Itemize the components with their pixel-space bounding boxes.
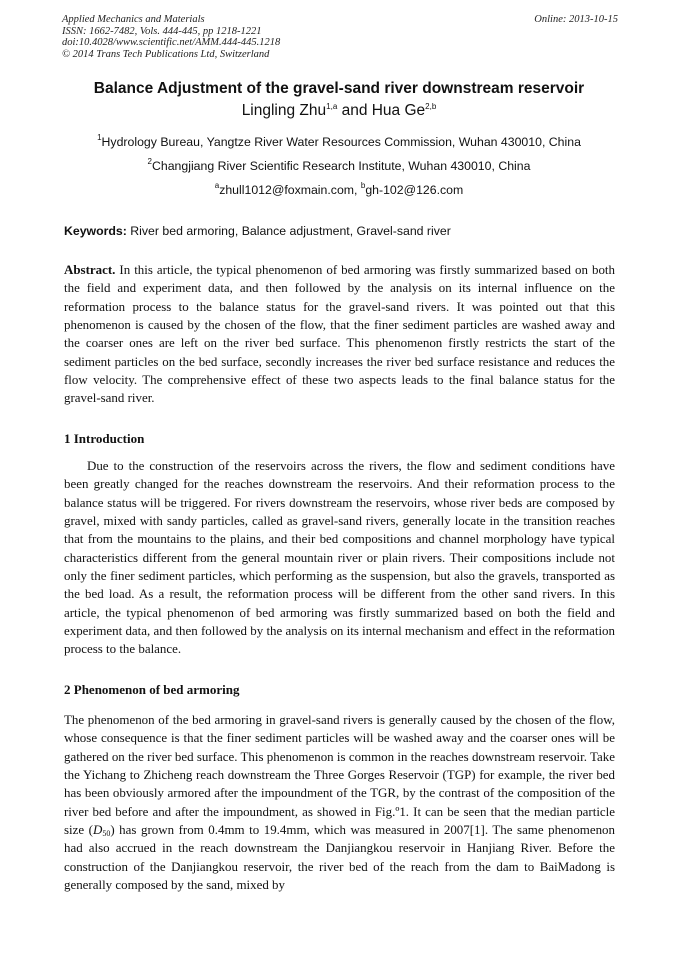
section-2-heading: 2 Phenomenon of bed armoring bbox=[64, 682, 240, 697]
issn-line: ISSN: 1662-7482, Vols. 444-445, pp 1218-1221 bbox=[62, 25, 262, 37]
keywords-label: Keywords: bbox=[64, 224, 127, 238]
copyright-line: © 2014 Trans Tech Publications Ltd, Switzerland bbox=[62, 48, 270, 60]
section-2-text-part-1: The phenomenon of the bed armoring in gravel-sand rivers is generally caused by the chosen of the flow, whose consequence is that the finer sediment particles will be washed away and the coarser ones will be gathered on the river bed surface. This phenomenon is common in the reaches downstream reservoir. Take the Yichang to Zhicheng reach downstream the Three Gorges Reservoir (TGP) for example, the river bed has been obviously armored after the impoundment of the TGR, by the contrast of the composition of the river bed before and after the impoundment, as showed in Fig.º1. It can be seen that the median particle size ( bbox=[64, 712, 615, 838]
author-2-sup: 2,b bbox=[425, 102, 437, 111]
affiliation-1-text: Hydrology Bureau, Yangtze River Water Resources Commission, Wuhan 430010, China bbox=[101, 135, 581, 149]
section-1-text: Due to the construction of the reservoirs across the rivers, the flow and sediment conditions have been greatly changed for the reaches downstream the reservoirs. And their reformation process to the balance status will be triggered. For rivers downstream the reservoirs, whose river beds are composed by gravel, mixed with sandy particles, called as gravel-sand rivers, generally locate in the transition reaches that from the mountains to the plains, and their bed compositions and channel morphology have typical characteristics different from the general mountain river or plain rivers. Their compositions include not only the finer sediment particles, which performing as the suspension, but also the gravels, transported as the bed load. As a result, the reformation process will be different from the other sand rivers. In this article, the typical phenomenon of bed armoring was firstly summarized based on both the field and experiment data, and then followed by the analysis on its internal mechanism and effect in the reformation process to the balance. bbox=[64, 458, 615, 657]
email-b-sup: b bbox=[360, 181, 366, 190]
author-1: Lingling Zhu bbox=[241, 102, 327, 119]
section-2-text-part-2: ) has grown from 0.4mm to 19.4mm, which was measured in 2007[1]. The same phenomenon had also accrued in the reach downstream the Danjiangkou reservoir in Hanjiang River. Before the construction of the Danjiangkou reservoir, the river bed of the reach from the dam to BaiMadong is generally composed by the sand, mixed by bbox=[64, 822, 615, 893]
author-line bbox=[40, 102, 638, 120]
keywords-text: River bed armoring, Balance adjustment, Gravel-sand river bbox=[126, 224, 451, 238]
abstract-label: Abstract. bbox=[64, 262, 116, 277]
abstract bbox=[64, 261, 615, 408]
paper-title: Balance Adjustment of the gravel-sand river downstream reservoir bbox=[93, 80, 585, 97]
section-1-heading: 1 Introduction bbox=[64, 431, 145, 446]
keywords bbox=[64, 224, 620, 238]
affiliation-2-sup: 2 bbox=[147, 157, 152, 166]
journal-header bbox=[62, 14, 618, 60]
online-date: Online: 2013-10-15 bbox=[534, 14, 618, 25]
email-a-sup: a bbox=[214, 181, 220, 190]
affiliation-1 bbox=[20, 135, 658, 149]
abstract-text: In this article, the typical phenomenon of bed armoring was firstly summarized based on both the field and experiment data, and then followed by the analysis on its internal influence on the reformation process to the balance status for the gravel-sand rivers. It was pointed out that this phenomenon is caused by the chosen of the flow, that the finer sediment particles are washed away and the coarser ones are left on the river bed surface. This phenomenon firstly restricts the start of the sediment particles on the bed surface, secondly increases the river bed surface resistance and reduces the flow velocity. The comprehensive effect of these two aspects leads to the final balance status for the gravel-sand river. bbox=[64, 262, 615, 406]
author-1-sup: 1,a bbox=[326, 102, 338, 111]
section-2-text bbox=[64, 711, 615, 894]
affiliation-1-sup: 1 bbox=[97, 133, 102, 142]
journal-name: Applied Mechanics and Materials bbox=[62, 14, 205, 25]
doi-line: doi:10.4028/www.scientific.net/AMM.444-445.1218 bbox=[62, 37, 281, 48]
affiliation-2 bbox=[20, 159, 658, 173]
author-2: and Hua Ge bbox=[337, 102, 426, 119]
affiliation-2-text: Changjiang River Scientific Research Institute, Wuhan 430010, China bbox=[151, 159, 531, 173]
median-size-symbol: D bbox=[92, 822, 103, 838]
email-line bbox=[20, 183, 658, 197]
median-size-subscript: 50 bbox=[102, 829, 111, 839]
email-a: zhull1012@foxmain.com, bbox=[219, 183, 361, 197]
email-b: gh-102@126.com bbox=[365, 183, 464, 197]
